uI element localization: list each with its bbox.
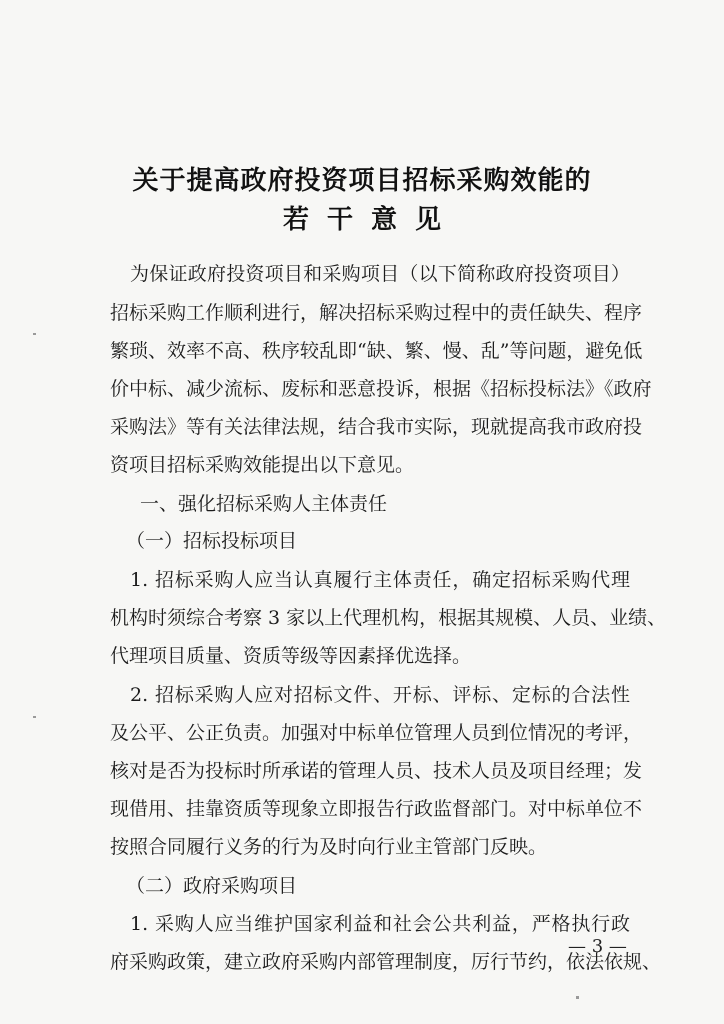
paragraph-line: 资项目招标采购效能提出以下意见。 xyxy=(110,454,415,476)
scan-mark xyxy=(33,333,36,335)
section-heading: 一、强化招标采购人主体责任 xyxy=(140,493,388,515)
paragraph-line: 核对是否为投标时所承诺的管理人员、技术人员及项目经理；发 xyxy=(110,760,643,782)
document-title-line-1: 关于提高政府投资项目招标采购效能的 xyxy=(132,166,592,196)
subsection-heading: （二）政府采购项目 xyxy=(126,875,298,897)
paragraph-line: 招标采购工作顺利进行，解决招标采购过程中的责任缺失、程序 xyxy=(110,302,643,324)
scan-mark xyxy=(576,996,579,999)
paragraph-line: 1. 招标采购人应当认真履行主体责任，确定招标采购代理 xyxy=(130,569,630,591)
paragraph-line: 府采购政策，建立政府采购内部管理制度，厉行节约，依法依规、 xyxy=(110,951,662,973)
subsection-heading: （一）招标投标项目 xyxy=(126,530,298,552)
page-number: — 3 — xyxy=(568,936,627,957)
paragraph-line: 价中标、减少流标、废标和恶意投诉，根据《招标投标法》《政府 xyxy=(110,378,652,400)
paragraph-line: 繁琐、效率不高、秩序较乱即“缺、繁、慢、乱”等问题，避免低 xyxy=(110,340,643,362)
paragraph-line: 代理项目质量、资质等级等因素择优选择。 xyxy=(110,645,472,667)
paragraph-line: 为保证政府投资项目和采购项目（以下简称政府投资项目） xyxy=(130,263,630,285)
paragraph-line: 及公平、公正负责。加强对中标单位管理人员到位情况的考评， xyxy=(110,722,643,744)
scan-mark xyxy=(33,716,36,718)
document-title-line-2: 若干意见 xyxy=(282,205,459,235)
paragraph-line: 1. 采购人应当维护国家利益和社会公共利益，严格执行政 xyxy=(130,913,630,935)
paragraph-line: 2. 招标采购人应对招标文件、开标、评标、定标的合法性 xyxy=(130,684,630,706)
paragraph-line: 按照合同履行义务的行为及时向行业主管部门反映。 xyxy=(110,836,548,858)
paragraph-line: 采购法》等有关法律法规，结合我市实际，现就提高我市政府投 xyxy=(110,416,643,438)
paragraph-line: 机构时须综合考察 3 家以上代理机构，根据其规模、人员、业绩、 xyxy=(110,607,667,629)
paragraph-line: 现借用、挂靠资质等现象立即报告行政监督部门。对中标单位不 xyxy=(110,798,643,820)
